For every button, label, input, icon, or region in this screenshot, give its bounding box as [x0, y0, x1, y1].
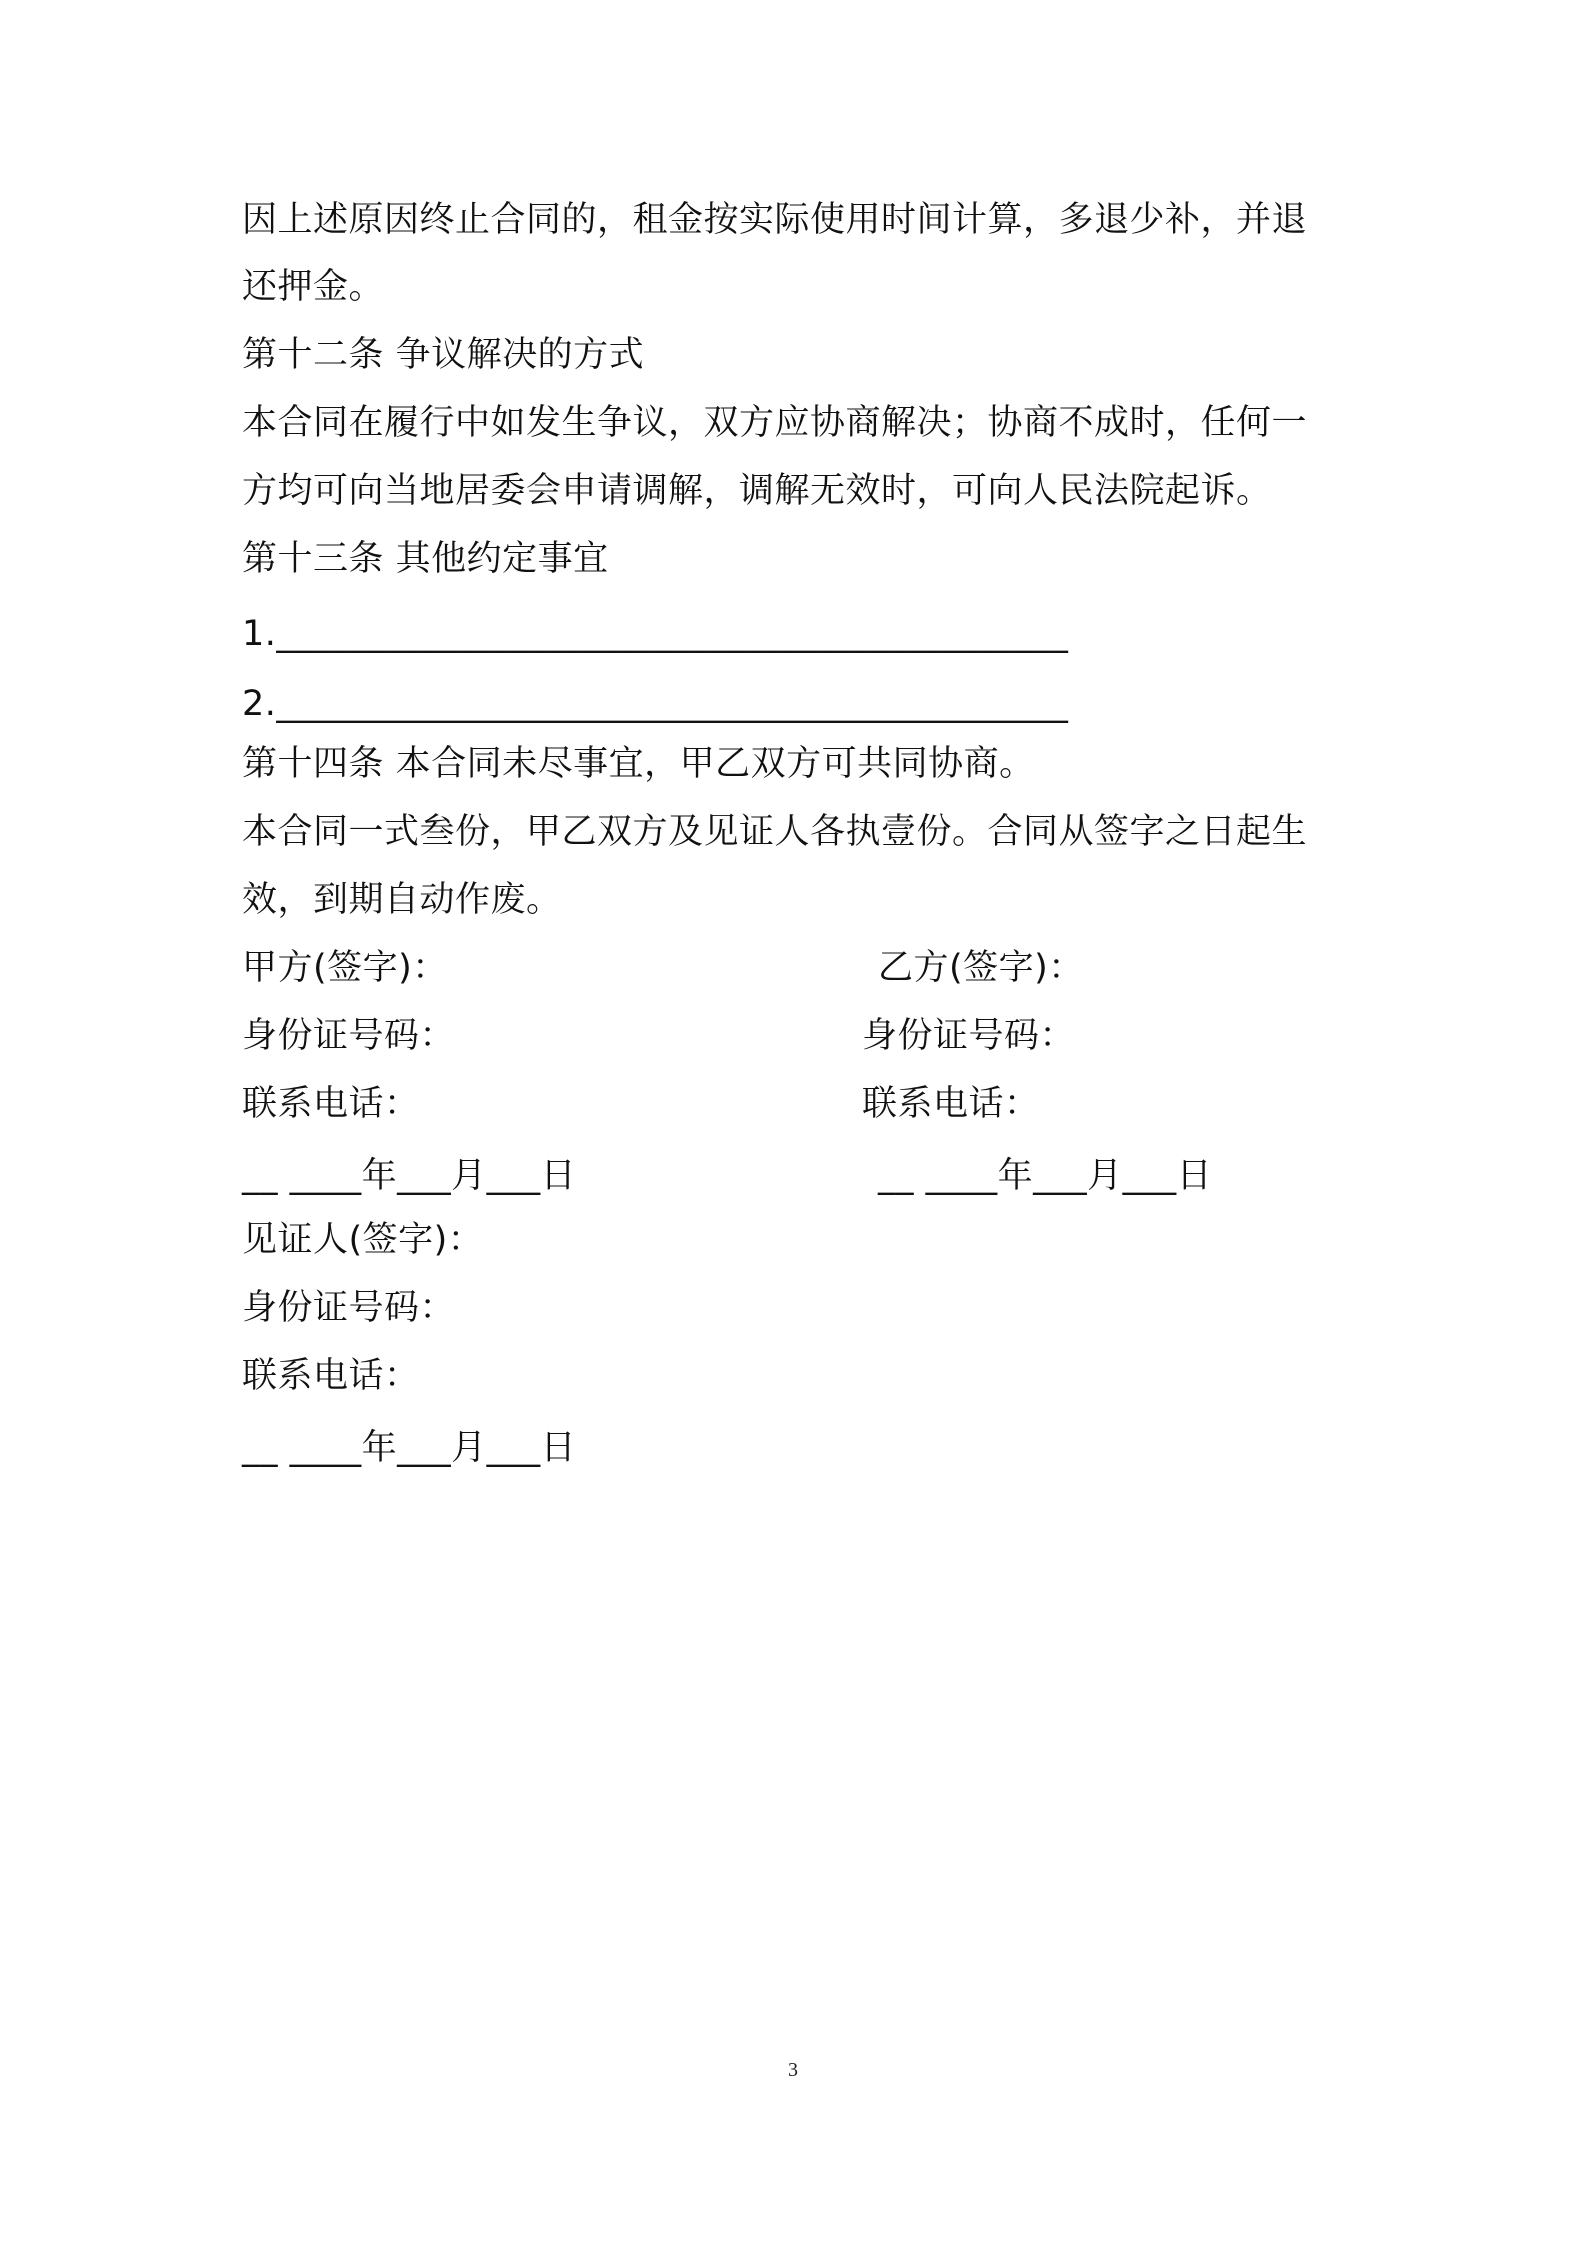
witness-date-line: __ ____年___月___日	[242, 1428, 577, 1468]
article-13-item-2: 2.____________________________________________	[242, 684, 1069, 724]
party-b-date-line: __ ____年___月___日	[878, 1156, 1213, 1196]
article-14-heading: 第十四条 本合同未尽事宜，甲乙双方可共同协商。	[242, 744, 1035, 784]
page-number: 3	[788, 2059, 798, 2081]
party-a-signature-label: 甲方(签字)：	[242, 948, 448, 988]
article-13-heading: 第十三条 其他约定事宜	[242, 539, 609, 579]
article-13-item-1: 1.____________________________________________	[242, 614, 1069, 654]
paragraph-termination-line2: 还押金。	[242, 267, 385, 307]
witness-phone-label: 联系电话：	[242, 1356, 420, 1396]
article-12-body-line1: 本合同在履行中如发生争议，双方应协商解决；协商不成时，任何一	[242, 403, 1308, 443]
party-b-id-label: 身份证号码：	[862, 1016, 1076, 1056]
party-a-phone-label: 联系电话：	[242, 1084, 420, 1124]
article-12-heading: 第十二条 争议解决的方式	[242, 335, 645, 375]
witness-signature-label: 见证人(签字)：	[242, 1220, 484, 1260]
witness-id-label: 身份证号码：	[242, 1288, 456, 1328]
article-12-body-line2: 方均可向当地居委会申请调解，调解无效时，可向人民法院起诉。	[242, 471, 1272, 511]
copies-line2: 效，到期自动作废。	[242, 880, 562, 920]
party-a-id-label: 身份证号码：	[242, 1016, 456, 1056]
copies-line1: 本合同一式叁份，甲乙双方及见证人各执壹份。合同从签字之日起生	[242, 812, 1308, 852]
party-a-date-line: __ ____年___月___日	[242, 1156, 577, 1196]
party-b-phone-label: 联系电话：	[862, 1084, 1040, 1124]
paragraph-termination-line1: 因上述原因终止合同的，租金按实际使用时间计算，多退少补，并退	[242, 200, 1308, 240]
party-b-signature-label: 乙方(签字)：	[878, 948, 1084, 988]
